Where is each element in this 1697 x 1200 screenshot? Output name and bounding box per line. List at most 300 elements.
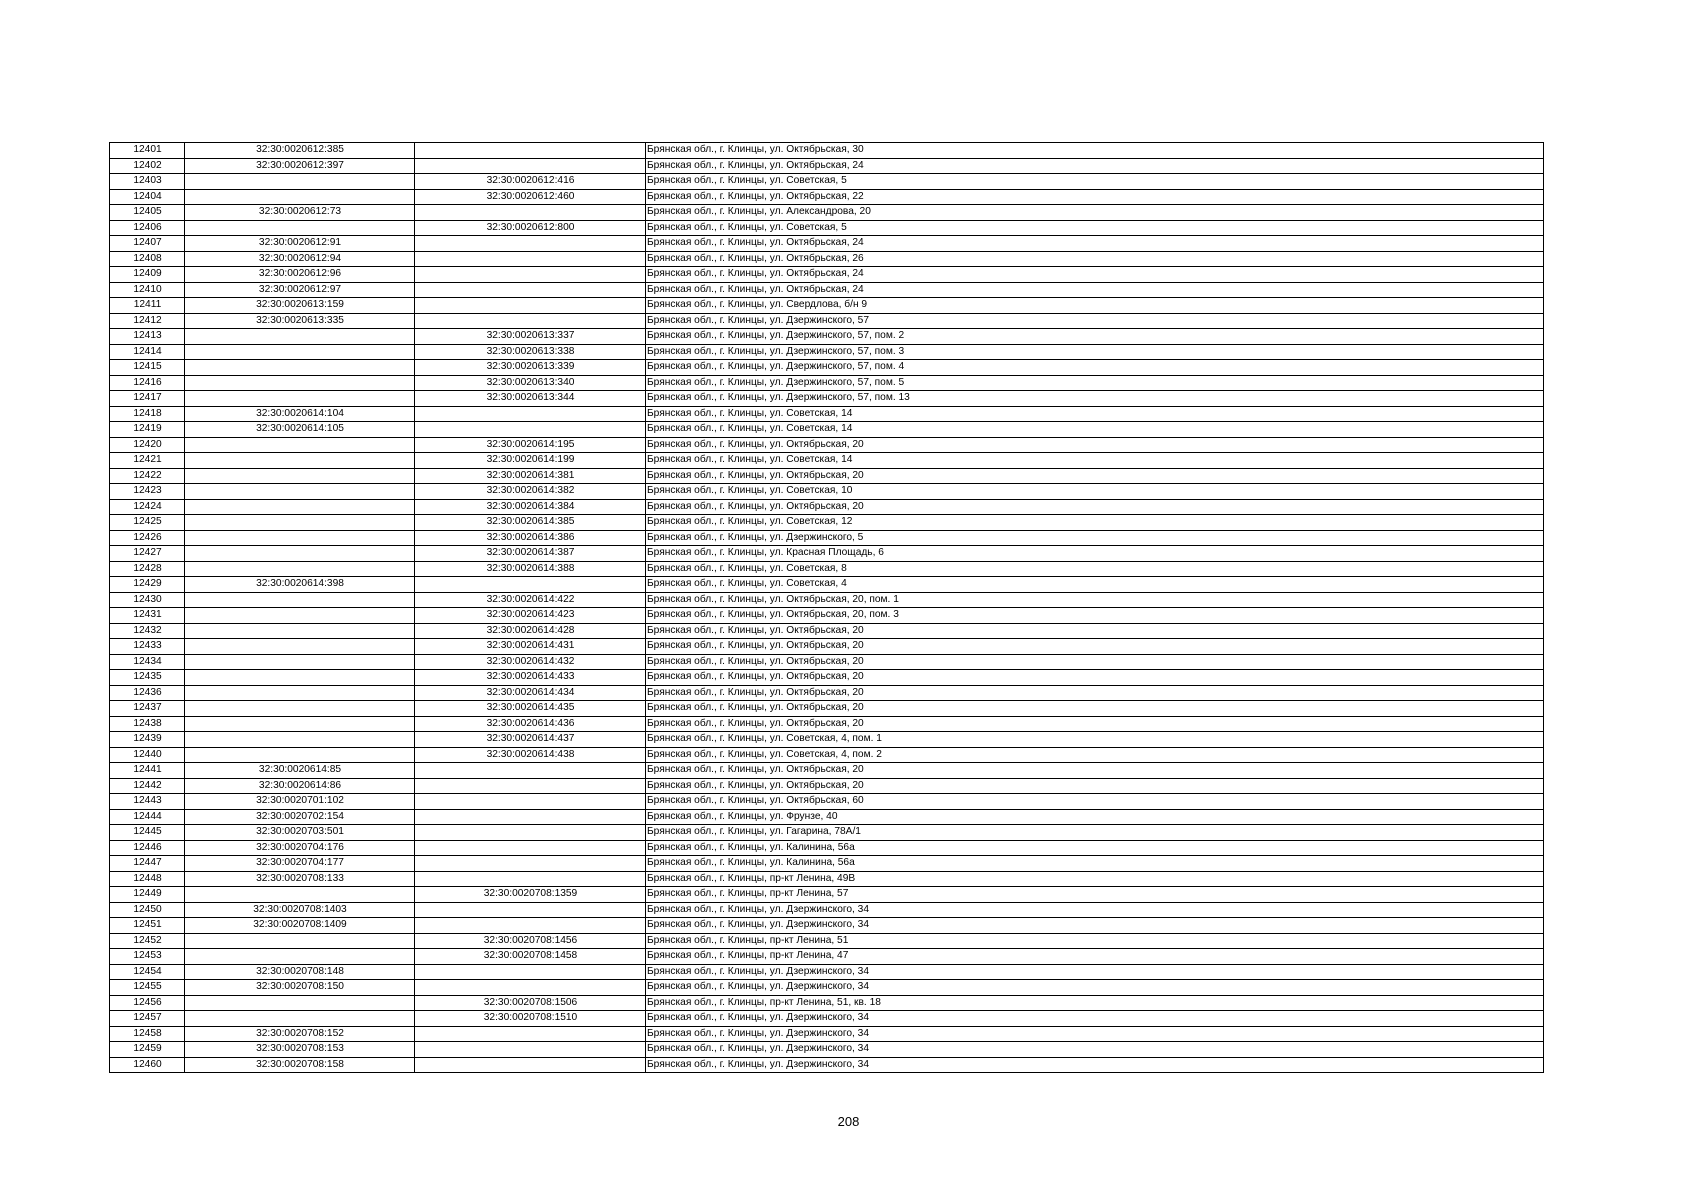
- cadastral-number-cell: [185, 189, 415, 205]
- cadastral-number-alt-cell: [415, 871, 646, 887]
- row-number-cell: 12441: [110, 763, 185, 779]
- table-row: [110, 902, 1544, 918]
- cadastral-number-cell: [185, 329, 415, 345]
- address-cell: Брянская обл., г. Клинцы, ул. Дзержинского, 34: [646, 1042, 1544, 1058]
- cadastral-number-alt-cell: 32:30:0020614:432: [415, 654, 646, 670]
- cadastral-number-alt-cell: 32:30:0020614:388: [415, 561, 646, 577]
- cadastral-number-alt-cell: 32:30:0020613:340: [415, 375, 646, 391]
- row-number-cell: 12459: [110, 1042, 185, 1058]
- table-row: [110, 623, 1544, 639]
- row-number-cell: 12404: [110, 189, 185, 205]
- cadastral-number-cell: 32:30:0020708:148: [185, 964, 415, 980]
- table-row: [110, 205, 1544, 221]
- table-row: [110, 453, 1544, 469]
- row-number-cell: 12452: [110, 933, 185, 949]
- address-cell: Брянская обл., г. Клинцы, ул. Октябрьская, 20: [646, 763, 1544, 779]
- row-number-cell: 12444: [110, 809, 185, 825]
- address-cell: Брянская обл., г. Клинцы, ул. Калинина, 56а: [646, 856, 1544, 872]
- table-row: [110, 716, 1544, 732]
- cadastral-number-cell: [185, 530, 415, 546]
- address-cell: Брянская обл., г. Клинцы, ул. Октябрьская, 60: [646, 794, 1544, 810]
- table-row: [110, 344, 1544, 360]
- cadastral-number-alt-cell: 32:30:0020614:437: [415, 732, 646, 748]
- address-cell: Брянская обл., г. Клинцы, ул. Дзержинского, 34: [646, 1057, 1544, 1073]
- table-row: [110, 515, 1544, 531]
- row-number-cell: 12429: [110, 577, 185, 593]
- address-cell: Брянская обл., г. Клинцы, ул. Октябрьская, 30: [646, 143, 1544, 159]
- cadastral-number-alt-cell: [415, 763, 646, 779]
- cadastral-number-alt-cell: [415, 809, 646, 825]
- row-number-cell: 12403: [110, 174, 185, 190]
- cadastral-number-alt-cell: [415, 980, 646, 996]
- row-number-cell: 12422: [110, 468, 185, 484]
- table-row: [110, 406, 1544, 422]
- table-row: [110, 391, 1544, 407]
- cadastral-number-alt-cell: 32:30:0020614:422: [415, 592, 646, 608]
- cadastral-number-cell: 32:30:0020704:177: [185, 856, 415, 872]
- cadastral-number-cell: [185, 608, 415, 624]
- table-row: [110, 825, 1544, 841]
- cadastral-number-cell: 32:30:0020701:102: [185, 794, 415, 810]
- cadastral-number-cell: 32:30:0020702:154: [185, 809, 415, 825]
- address-cell: Брянская обл., г. Клинцы, ул. Красная Площадь, 6: [646, 546, 1544, 562]
- address-cell: Брянская обл., г. Клинцы, ул. Советская, 5: [646, 220, 1544, 236]
- cadastral-number-alt-cell: 32:30:0020708:1458: [415, 949, 646, 965]
- cadastral-number-cell: [185, 701, 415, 717]
- cadastral-number-cell: 32:30:0020613:159: [185, 298, 415, 314]
- address-cell: Брянская обл., г. Клинцы, ул. Октябрьская, 20: [646, 670, 1544, 686]
- table-row: [110, 298, 1544, 314]
- row-number-cell: 12448: [110, 871, 185, 887]
- cadastral-number-cell: 32:30:0020708:133: [185, 871, 415, 887]
- address-cell: Брянская обл., г. Клинцы, ул. Дзержинского, 34: [646, 902, 1544, 918]
- table-row: [110, 329, 1544, 345]
- cadastral-number-cell: [185, 453, 415, 469]
- cadastral-number-alt-cell: 32:30:0020614:434: [415, 685, 646, 701]
- table-row: [110, 592, 1544, 608]
- address-cell: Брянская обл., г. Клинцы, ул. Советская, 4: [646, 577, 1544, 593]
- row-number-cell: 12458: [110, 1026, 185, 1042]
- table-row: [110, 871, 1544, 887]
- cadastral-number-cell: [185, 592, 415, 608]
- table-row: [110, 995, 1544, 1011]
- row-number-cell: 12407: [110, 236, 185, 252]
- row-number-cell: 12455: [110, 980, 185, 996]
- table-row: [110, 778, 1544, 794]
- row-number-cell: 12410: [110, 282, 185, 298]
- cadastral-number-cell: 32:30:0020612:94: [185, 251, 415, 267]
- cadastral-number-cell: 32:30:0020708:150: [185, 980, 415, 996]
- cadastral-number-cell: [185, 437, 415, 453]
- table-row: [110, 143, 1544, 159]
- table-row: [110, 530, 1544, 546]
- cadastral-number-cell: 32:30:0020614:86: [185, 778, 415, 794]
- row-number-cell: 12460: [110, 1057, 185, 1073]
- cadastral-number-alt-cell: 32:30:0020612:460: [415, 189, 646, 205]
- cadastral-number-alt-cell: 32:30:0020612:416: [415, 174, 646, 190]
- table-row: [110, 189, 1544, 205]
- cadastral-number-alt-cell: [415, 282, 646, 298]
- table-row: [110, 608, 1544, 624]
- cadastral-number-alt-cell: 32:30:0020613:337: [415, 329, 646, 345]
- cadastral-number-cell: [185, 623, 415, 639]
- cadastral-number-cell: [185, 391, 415, 407]
- table-row: [110, 809, 1544, 825]
- address-cell: Брянская обл., г. Клинцы, ул. Советская, 12: [646, 515, 1544, 531]
- cadastral-number-alt-cell: [415, 1042, 646, 1058]
- address-cell: Брянская обл., г. Клинцы, ул. Советская, 4, пом. 2: [646, 747, 1544, 763]
- row-number-cell: 12402: [110, 158, 185, 174]
- table-row: [110, 1011, 1544, 1027]
- address-cell: Брянская обл., г. Клинцы, ул. Советская, 10: [646, 484, 1544, 500]
- cadastral-number-cell: 32:30:0020612:397: [185, 158, 415, 174]
- row-number-cell: 12419: [110, 422, 185, 438]
- cadastral-number-alt-cell: [415, 251, 646, 267]
- address-cell: Брянская обл., г. Клинцы, ул. Дзержинского, 57: [646, 313, 1544, 329]
- address-cell: Брянская обл., г. Клинцы, пр-кт Ленина, 47: [646, 949, 1544, 965]
- row-number-cell: 12436: [110, 685, 185, 701]
- cadastral-number-alt-cell: [415, 918, 646, 934]
- cadastral-number-alt-cell: [415, 1057, 646, 1073]
- table-row: [110, 437, 1544, 453]
- property-table: [109, 142, 1544, 1073]
- cadastral-number-cell: [185, 515, 415, 531]
- table-row: [110, 747, 1544, 763]
- address-cell: Брянская обл., г. Клинцы, ул. Александрова, 20: [646, 205, 1544, 221]
- address-cell: Брянская обл., г. Клинцы, ул. Дзержинского, 57, пом. 4: [646, 360, 1544, 376]
- cadastral-number-cell: [185, 468, 415, 484]
- table-row: [110, 639, 1544, 655]
- cadastral-number-alt-cell: 32:30:0020614:381: [415, 468, 646, 484]
- row-number-cell: 12405: [110, 205, 185, 221]
- cadastral-number-alt-cell: [415, 236, 646, 252]
- address-cell: Брянская обл., г. Клинцы, ул. Дзержинского, 5: [646, 530, 1544, 546]
- address-cell: Брянская обл., г. Клинцы, ул. Советская, 14: [646, 406, 1544, 422]
- cadastral-number-alt-cell: 32:30:0020708:1359: [415, 887, 646, 903]
- address-cell: Брянская обл., г. Клинцы, ул. Дзержинского, 57, пом. 5: [646, 375, 1544, 391]
- row-number-cell: 12416: [110, 375, 185, 391]
- cadastral-number-cell: [185, 375, 415, 391]
- address-cell: Брянская обл., г. Клинцы, ул. Дзержинского, 57, пом. 2: [646, 329, 1544, 345]
- table-row: [110, 918, 1544, 934]
- address-cell: Брянская обл., г. Клинцы, ул. Свердлова, б/н 9: [646, 298, 1544, 314]
- row-number-cell: 12413: [110, 329, 185, 345]
- cadastral-number-cell: 32:30:0020612:96: [185, 267, 415, 283]
- row-number-cell: 12440: [110, 747, 185, 763]
- address-cell: Брянская обл., г. Клинцы, ул. Гагарина, 78А/1: [646, 825, 1544, 841]
- address-cell: Брянская обл., г. Клинцы, ул. Дзержинского, 34: [646, 918, 1544, 934]
- address-cell: Брянская обл., г. Клинцы, ул. Октябрьская, 20: [646, 468, 1544, 484]
- row-number-cell: 12418: [110, 406, 185, 422]
- cadastral-number-alt-cell: 32:30:0020708:1510: [415, 1011, 646, 1027]
- address-cell: Брянская обл., г. Клинцы, пр-кт Ленина, 49В: [646, 871, 1544, 887]
- row-number-cell: 12456: [110, 995, 185, 1011]
- row-number-cell: 12408: [110, 251, 185, 267]
- table-row: [110, 313, 1544, 329]
- row-number-cell: 12445: [110, 825, 185, 841]
- table-row: [110, 794, 1544, 810]
- row-number-cell: 12449: [110, 887, 185, 903]
- cadastral-number-cell: 32:30:0020614:104: [185, 406, 415, 422]
- cadastral-number-alt-cell: [415, 577, 646, 593]
- table-row: [110, 840, 1544, 856]
- table-row: [110, 499, 1544, 515]
- cadastral-number-alt-cell: [415, 778, 646, 794]
- cadastral-number-alt-cell: [415, 902, 646, 918]
- cadastral-number-cell: [185, 484, 415, 500]
- table-row: [110, 468, 1544, 484]
- table-row: [110, 670, 1544, 686]
- address-cell: Брянская обл., г. Клинцы, ул. Октябрьская, 24: [646, 158, 1544, 174]
- cadastral-number-alt-cell: 32:30:0020614:431: [415, 639, 646, 655]
- cadastral-number-alt-cell: [415, 158, 646, 174]
- row-number-cell: 12430: [110, 592, 185, 608]
- cadastral-number-cell: [185, 220, 415, 236]
- cadastral-number-alt-cell: [415, 267, 646, 283]
- cadastral-number-alt-cell: 32:30:0020614:428: [415, 623, 646, 639]
- page-number: 208: [837, 1114, 860, 1129]
- table-row: [110, 577, 1544, 593]
- table-row: [110, 1026, 1544, 1042]
- table-row: [110, 763, 1544, 779]
- row-number-cell: 12428: [110, 561, 185, 577]
- address-cell: Брянская обл., г. Клинцы, ул. Советская, 14: [646, 453, 1544, 469]
- address-cell: Брянская обл., г. Клинцы, ул. Октябрьская, 24: [646, 267, 1544, 283]
- address-cell: Брянская обл., г. Клинцы, ул. Дзержинского, 34: [646, 964, 1544, 980]
- address-cell: Брянская обл., г. Клинцы, пр-кт Ленина, 51, кв. 18: [646, 995, 1544, 1011]
- table-row: [110, 1042, 1544, 1058]
- cadastral-number-cell: 32:30:0020703:501: [185, 825, 415, 841]
- cadastral-number-cell: 32:30:0020614:105: [185, 422, 415, 438]
- cadastral-number-alt-cell: [415, 422, 646, 438]
- address-cell: Брянская обл., г. Клинцы, ул. Октябрьская, 20, пом. 3: [646, 608, 1544, 624]
- cadastral-number-alt-cell: [415, 298, 646, 314]
- address-cell: Брянская обл., г. Клинцы, ул. Дзержинского, 57, пом. 3: [646, 344, 1544, 360]
- cadastral-number-alt-cell: 32:30:0020613:338: [415, 344, 646, 360]
- address-cell: Брянская обл., г. Клинцы, ул. Дзержинского, 34: [646, 1026, 1544, 1042]
- address-cell: Брянская обл., г. Клинцы, ул. Октябрьская, 20: [646, 778, 1544, 794]
- table-row: [110, 360, 1544, 376]
- cadastral-number-cell: [185, 1011, 415, 1027]
- table-row: [110, 158, 1544, 174]
- address-cell: Брянская обл., г. Клинцы, пр-кт Ленина, 57: [646, 887, 1544, 903]
- cadastral-number-cell: [185, 995, 415, 1011]
- cadastral-number-cell: [185, 887, 415, 903]
- table-row: [110, 422, 1544, 438]
- table-row: [110, 220, 1544, 236]
- row-number-cell: 12412: [110, 313, 185, 329]
- cadastral-number-cell: 32:30:0020612:97: [185, 282, 415, 298]
- row-number-cell: 12420: [110, 437, 185, 453]
- table-row: [110, 375, 1544, 391]
- table-row: [110, 732, 1544, 748]
- row-number-cell: 12406: [110, 220, 185, 236]
- table-row: [110, 654, 1544, 670]
- row-number-cell: 12447: [110, 856, 185, 872]
- table-row: [110, 701, 1544, 717]
- cadastral-number-alt-cell: 32:30:0020613:339: [415, 360, 646, 376]
- address-cell: Брянская обл., г. Клинцы, ул. Октябрьская, 20: [646, 499, 1544, 515]
- row-number-cell: 12417: [110, 391, 185, 407]
- cadastral-number-cell: 32:30:0020708:158: [185, 1057, 415, 1073]
- cadastral-number-cell: 32:30:0020614:85: [185, 763, 415, 779]
- address-cell: Брянская обл., г. Клинцы, ул. Советская, 14: [646, 422, 1544, 438]
- cadastral-number-cell: 32:30:0020708:1409: [185, 918, 415, 934]
- row-number-cell: 12432: [110, 623, 185, 639]
- cadastral-number-alt-cell: 32:30:0020614:386: [415, 530, 646, 546]
- address-cell: Брянская обл., г. Клинцы, ул. Октябрьская, 20, пом. 1: [646, 592, 1544, 608]
- cadastral-number-cell: 32:30:0020613:335: [185, 313, 415, 329]
- cadastral-number-cell: [185, 933, 415, 949]
- cadastral-number-cell: 32:30:0020614:398: [185, 577, 415, 593]
- cadastral-number-cell: [185, 670, 415, 686]
- table-row: [110, 561, 1544, 577]
- row-number-cell: 12427: [110, 546, 185, 562]
- cadastral-number-alt-cell: 32:30:0020614:384: [415, 499, 646, 515]
- table-row: [110, 964, 1544, 980]
- address-cell: Брянская обл., г. Клинцы, ул. Октябрьская, 20: [646, 701, 1544, 717]
- cadastral-number-cell: [185, 561, 415, 577]
- row-number-cell: 12401: [110, 143, 185, 159]
- address-cell: Брянская обл., г. Клинцы, ул. Октябрьская, 20: [646, 639, 1544, 655]
- cadastral-number-alt-cell: 32:30:0020614:438: [415, 747, 646, 763]
- cadastral-number-cell: [185, 639, 415, 655]
- row-number-cell: 12446: [110, 840, 185, 856]
- row-number-cell: 12411: [110, 298, 185, 314]
- cadastral-number-alt-cell: [415, 313, 646, 329]
- cadastral-number-alt-cell: 32:30:0020614:382: [415, 484, 646, 500]
- row-number-cell: 12457: [110, 1011, 185, 1027]
- cadastral-number-alt-cell: 32:30:0020614:195: [415, 437, 646, 453]
- row-number-cell: 12435: [110, 670, 185, 686]
- table-row: [110, 980, 1544, 996]
- row-number-cell: 12450: [110, 902, 185, 918]
- cadastral-number-alt-cell: 32:30:0020614:423: [415, 608, 646, 624]
- table-row: [110, 887, 1544, 903]
- row-number-cell: 12409: [110, 267, 185, 283]
- cadastral-number-alt-cell: 32:30:0020614:387: [415, 546, 646, 562]
- cadastral-number-cell: [185, 499, 415, 515]
- address-cell: Брянская обл., г. Клинцы, ул. Октябрьская, 24: [646, 236, 1544, 252]
- row-number-cell: 12421: [110, 453, 185, 469]
- cadastral-number-alt-cell: [415, 1026, 646, 1042]
- cadastral-number-cell: 32:30:0020612:73: [185, 205, 415, 221]
- cadastral-number-cell: 32:30:0020708:152: [185, 1026, 415, 1042]
- cadastral-number-alt-cell: [415, 856, 646, 872]
- address-cell: Брянская обл., г. Клинцы, ул. Октябрьская, 20: [646, 623, 1544, 639]
- table-row: [110, 251, 1544, 267]
- row-number-cell: 12414: [110, 344, 185, 360]
- cadastral-number-alt-cell: 32:30:0020613:344: [415, 391, 646, 407]
- property-table-body: [110, 143, 1544, 1073]
- row-number-cell: 12454: [110, 964, 185, 980]
- cadastral-number-alt-cell: 32:30:0020614:199: [415, 453, 646, 469]
- row-number-cell: 12434: [110, 654, 185, 670]
- cadastral-number-alt-cell: 32:30:0020614:433: [415, 670, 646, 686]
- address-cell: Брянская обл., г. Клинцы, ул. Советская, 8: [646, 561, 1544, 577]
- cadastral-number-cell: 32:30:0020612:385: [185, 143, 415, 159]
- address-cell: Брянская обл., г. Клинцы, ул. Советская, 5: [646, 174, 1544, 190]
- row-number-cell: 12415: [110, 360, 185, 376]
- row-number-cell: 12443: [110, 794, 185, 810]
- address-cell: Брянская обл., г. Клинцы, ул. Октябрьская, 26: [646, 251, 1544, 267]
- address-cell: Брянская обл., г. Клинцы, ул. Октябрьская, 22: [646, 189, 1544, 205]
- cadastral-number-cell: [185, 344, 415, 360]
- table-row: [110, 174, 1544, 190]
- row-number-cell: 12433: [110, 639, 185, 655]
- cadastral-number-alt-cell: [415, 406, 646, 422]
- cadastral-number-cell: [185, 685, 415, 701]
- row-number-cell: 12438: [110, 716, 185, 732]
- table-row: [110, 282, 1544, 298]
- address-cell: Брянская обл., г. Клинцы, ул. Дзержинского, 34: [646, 980, 1544, 996]
- cadastral-number-alt-cell: [415, 964, 646, 980]
- row-number-cell: 12453: [110, 949, 185, 965]
- address-cell: Брянская обл., г. Клинцы, ул. Дзержинского, 57, пом. 13: [646, 391, 1544, 407]
- address-cell: Брянская обл., г. Клинцы, ул. Калинина, 56а: [646, 840, 1544, 856]
- table-row: [110, 933, 1544, 949]
- cadastral-number-alt-cell: [415, 205, 646, 221]
- row-number-cell: 12451: [110, 918, 185, 934]
- table-row: [110, 267, 1544, 283]
- cadastral-number-alt-cell: 32:30:0020708:1506: [415, 995, 646, 1011]
- cadastral-number-cell: [185, 747, 415, 763]
- address-cell: Брянская обл., г. Клинцы, ул. Октябрьская, 20: [646, 685, 1544, 701]
- address-cell: Брянская обл., г. Клинцы, ул. Советская, 4, пом. 1: [646, 732, 1544, 748]
- cadastral-number-alt-cell: 32:30:0020614:385: [415, 515, 646, 531]
- cadastral-number-alt-cell: 32:30:0020614:435: [415, 701, 646, 717]
- row-number-cell: 12424: [110, 499, 185, 515]
- address-cell: Брянская обл., г. Клинцы, ул. Октябрьская, 20: [646, 654, 1544, 670]
- cadastral-number-cell: [185, 732, 415, 748]
- cadastral-number-alt-cell: [415, 840, 646, 856]
- table-row: [110, 685, 1544, 701]
- cadastral-number-cell: 32:30:0020612:91: [185, 236, 415, 252]
- address-cell: Брянская обл., г. Клинцы, ул. Дзержинского, 34: [646, 1011, 1544, 1027]
- table-row: [110, 949, 1544, 965]
- cadastral-number-cell: [185, 174, 415, 190]
- address-cell: Брянская обл., г. Клинцы, ул. Фрунзе, 40: [646, 809, 1544, 825]
- cadastral-number-alt-cell: [415, 143, 646, 159]
- row-number-cell: 12426: [110, 530, 185, 546]
- cadastral-number-cell: [185, 360, 415, 376]
- cadastral-number-cell: 32:30:0020708:1403: [185, 902, 415, 918]
- cadastral-number-alt-cell: 32:30:0020614:436: [415, 716, 646, 732]
- cadastral-number-alt-cell: 32:30:0020708:1456: [415, 933, 646, 949]
- cadastral-number-alt-cell: 32:30:0020612:800: [415, 220, 646, 236]
- cadastral-number-cell: 32:30:0020708:153: [185, 1042, 415, 1058]
- row-number-cell: 12442: [110, 778, 185, 794]
- cadastral-number-alt-cell: [415, 794, 646, 810]
- cadastral-number-alt-cell: [415, 825, 646, 841]
- row-number-cell: 12431: [110, 608, 185, 624]
- row-number-cell: 12425: [110, 515, 185, 531]
- table-row: [110, 484, 1544, 500]
- table-row: [110, 546, 1544, 562]
- address-cell: Брянская обл., г. Клинцы, ул. Октябрьская, 20: [646, 716, 1544, 732]
- cadastral-number-cell: [185, 949, 415, 965]
- row-number-cell: 12437: [110, 701, 185, 717]
- cadastral-number-cell: [185, 654, 415, 670]
- table-row: [110, 1057, 1544, 1073]
- table-row: [110, 236, 1544, 252]
- address-cell: Брянская обл., г. Клинцы, ул. Октябрьская, 20: [646, 437, 1544, 453]
- cadastral-number-cell: 32:30:0020704:176: [185, 840, 415, 856]
- address-cell: Брянская обл., г. Клинцы, ул. Октябрьская, 24: [646, 282, 1544, 298]
- cadastral-number-cell: [185, 546, 415, 562]
- address-cell: Брянская обл., г. Клинцы, пр-кт Ленина, 51: [646, 933, 1544, 949]
- row-number-cell: 12423: [110, 484, 185, 500]
